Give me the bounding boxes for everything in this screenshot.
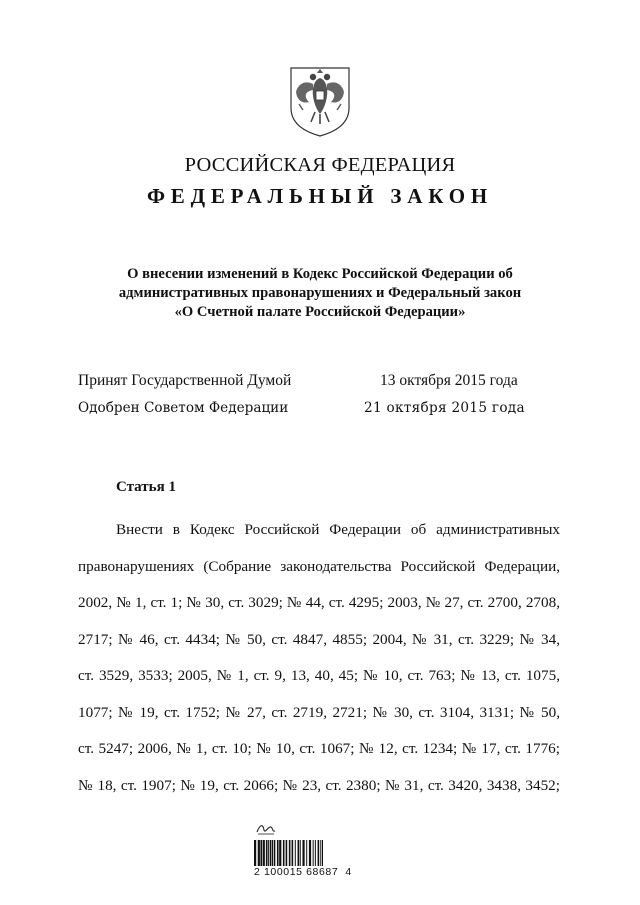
barcode-bar	[258, 840, 260, 866]
barcode-bar	[320, 840, 321, 866]
law-subject-line: О внесении изменений в Кодекс Российской Федерации об	[127, 266, 513, 282]
barcode-bar	[289, 840, 291, 866]
barcode-bar	[298, 840, 300, 866]
adoption-date: 13 октября 2015 года	[380, 372, 518, 389]
barcode-bar	[300, 840, 301, 866]
barcode-number: 2 100015 68687 4	[254, 866, 352, 878]
barcode-bar	[268, 840, 269, 866]
body-line: ст. 3529, 3533; 2005, № 1, ст. 9, 13, 40, 45; № 10, ст. 763; № 13, ст. 1075,	[78, 667, 560, 684]
law-type-title: ФЕДЕРАЛЬНЫЙ ЗАКОН	[146, 184, 494, 208]
body-line: 2717; № 46, ст. 4434; № 50, ст. 4847, 4855; 2004, № 31, ст. 3229; № 34,	[78, 630, 560, 648]
barcode-bar	[306, 840, 307, 866]
barcode-bar	[318, 840, 320, 866]
law-subject-line: административных правонарушениях и Федеральный закон	[118, 285, 522, 301]
adoption-date: 21 октября 2015 года	[364, 400, 525, 416]
law-subject	[60, 265, 580, 322]
barcode-bar	[260, 840, 262, 866]
body-line: 2002, № 1, ст. 1; № 30, ст. 3029; № 44, ст. 4295; 2003, № 27, ст. 2700, 2708,	[78, 594, 560, 611]
body-line: Внести в Кодекс Российской Федерации об административных	[116, 521, 560, 538]
barcode-bar	[309, 840, 311, 866]
signature-mark-icon	[255, 822, 277, 836]
barcode-bar	[270, 840, 272, 866]
barcode-bar	[283, 840, 285, 866]
article-body	[78, 512, 560, 804]
barcode-bar	[313, 840, 314, 866]
coat-of-arms-icon	[287, 64, 353, 138]
law-subject-line: «О Счетной палате Российской Федерации»	[174, 304, 466, 320]
barcode-bar	[295, 840, 296, 866]
body-line: № 18, ст. 1907; № 19, ст. 2066; № 23, ст. 2380; № 31, ст. 3420, 3438, 3452;	[78, 776, 560, 794]
body-line: правонарушениях (Собрание законодательства Российской Федерации,	[78, 557, 560, 575]
barcode-bar	[292, 840, 294, 866]
barcode-bar	[272, 840, 273, 866]
adoption-label: Одобрен Советом Федерации	[78, 400, 289, 416]
barcode-bar	[286, 840, 288, 866]
body-line: ст. 5247; 2006, № 1, ст. 10; № 10, ст. 1067; № 12, ст. 1234; № 17, ст. 1776;	[78, 740, 560, 757]
article-heading: Статья 1	[116, 479, 176, 495]
barcode	[253, 840, 363, 868]
barcode-bar	[254, 840, 256, 866]
body-line: 1077; № 19, ст. 1752; № 27, ст. 2719, 2721; № 30, ст. 3104, 3131; № 50,	[78, 703, 560, 721]
barcode-bar	[279, 840, 281, 866]
barcode-bar	[266, 840, 268, 866]
barcode-bar	[263, 840, 265, 866]
barcode-bar	[315, 840, 316, 866]
country-name: РОССИЙСКАЯ ФЕДЕРАЦИЯ	[184, 154, 456, 176]
barcode-bar	[277, 840, 279, 866]
barcode-bar	[274, 840, 276, 866]
barcode-bar	[322, 840, 323, 866]
barcode-bar	[302, 840, 304, 866]
adoption-label: Принят Государственной Думой	[78, 372, 292, 389]
